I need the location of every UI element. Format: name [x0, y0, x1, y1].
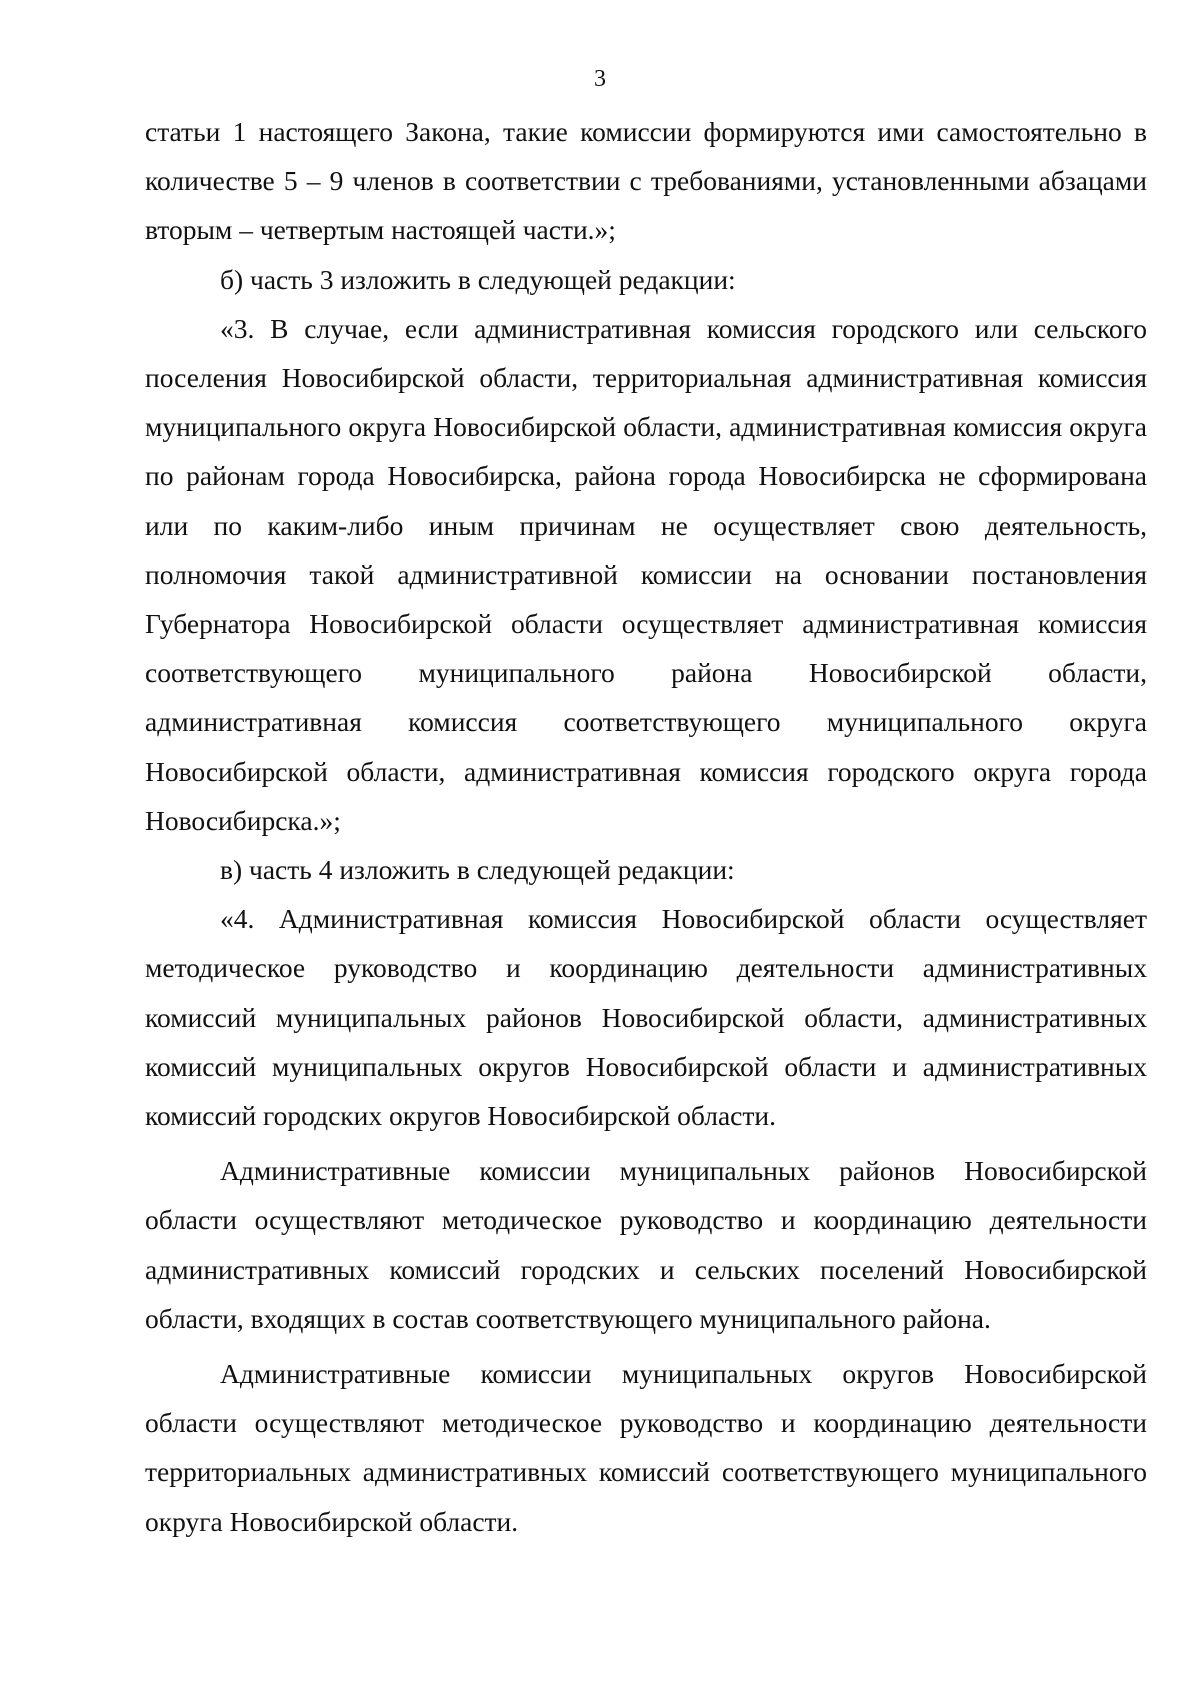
paragraph-amendment-b: б) часть 3 изложить в следующей редакции:: [220, 263, 736, 295]
paragraph-continuation: статьи 1 настоящего Закона, такие комиссии формируются ими самостоятельно в количестве 5 – 9 членов в соответствии с требованиями, установленными абзацами вторым – четвертым настоящей части.»;: [145, 116, 1147, 246]
paragraph-district-commissions: Административные комиссии муниципальных районов Новосибирской области осуществляют методическое руководство и координацию деятельности административных комиссий городских и сельских поселений Новосибирской области, входящих в состав соответствующего муниципального района.: [145, 1155, 1147, 1334]
document-body: [145, 107, 1147, 1546]
paragraph-part-4: «4. Административная комиссия Новосибирской области осуществляет методическое руководство и координацию деятельности административных комиссий муниципальных районов Новосибирской области, административных комиссий муниципальных округов Новосибирской области и административных комиссий городских округов Новосибирской области.: [145, 903, 1147, 1132]
paragraph-amendment-v: в) часть 4 изложить в следующей редакции:: [220, 854, 735, 886]
paragraph-part-3: «3. В случае, если административная комиссия городского или сельского поселения Новосибирской области, территориальная административная комиссия муниципального округа Новосибирской области, административная комиссия округа по районам города Новосибирска, района города Новосибирска не сформирована или по каким-либо иным причинам не осуществляет свою деятельность, полномочия такой административной комиссии на основании постановления Губернатора Новосибирской области осуществляет административная комиссия соответствующего муниципального района Новосибирской области, административная комиссия соответствующего муниципального округа Новосибирской области, административная комиссия городского округа города Новосибирска.»;: [145, 312, 1147, 836]
page-number: 3: [594, 66, 606, 92]
paragraph-okrug-commissions: Административные комиссии муниципальных округов Новосибирской области осуществляют методическое руководство и координацию деятельности территориальных административных комиссий соответствующего муниципального округа Новосибирской области.: [145, 1358, 1147, 1537]
